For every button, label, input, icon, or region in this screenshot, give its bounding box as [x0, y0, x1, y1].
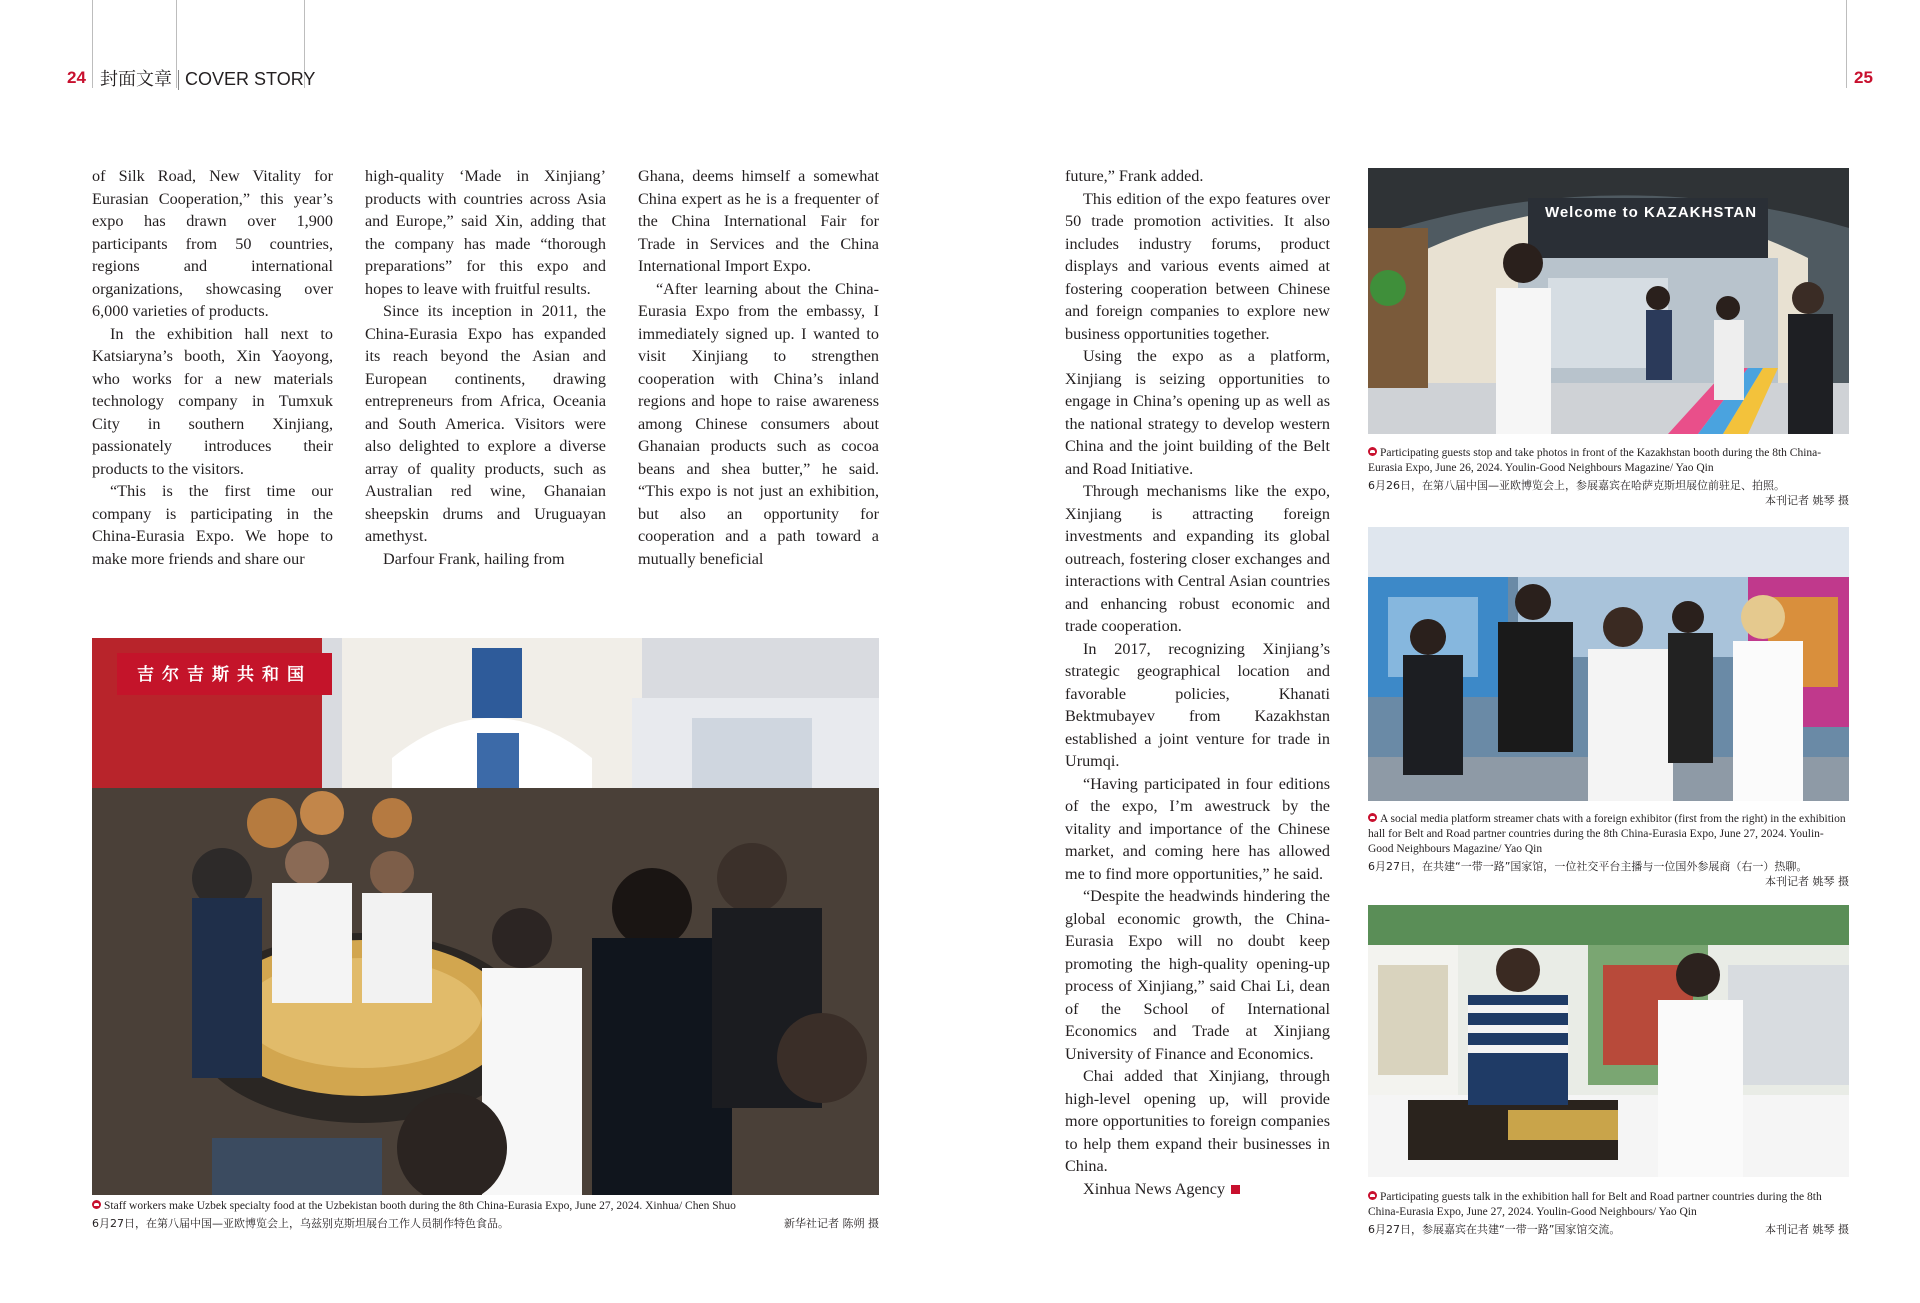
caption-cn: 6月27日，在第八届中国—亚欧博览会上，乌兹别克斯坦展台工作人员制作特色食品。 [92, 1217, 509, 1230]
paragraph: Since its inception in 2011, the China-Eurasia Expo has expanded its reach beyond the Asian and European continents, drawing entrepreneurs from Africa, Oceania and South America. Visitors were also delighted to explore a diverse array of quality products, such as Australian red wine, Ghanaian sheepskin drums and Uruguayan amethyst. [365, 302, 606, 545]
caption-en: Staff workers make Uzbek specialty food at the Uzbekistan booth during the 8th China-Eurasia Expo, June 27, 2024. Xinhua/ Chen Shuo [104, 1200, 736, 1212]
caption-guests-talk [1368, 1190, 1849, 1237]
paragraph: future,” Frank added. [1065, 167, 1204, 185]
article-signature: Xinhua News Agency [1083, 1179, 1226, 1198]
caption-uzbek-booth [92, 1199, 879, 1231]
paragraph: of Silk Road, New Vitality for Eurasian Cooperation,” this year’s expo has drawn over 1,900 participants from 50 countries, regions and international organizations, showcasing over 6,000 varieties of products. [92, 167, 333, 320]
header-rule-1 [92, 0, 93, 88]
sign-kyrgyz: 吉尔吉斯共和国 [137, 665, 312, 685]
paragraph: high-quality ‘Made in Xinjiang’ products with countries across Asia and Europe,” said Xin, adding that the company has made “thorough preparations” for this expo and hopes to leave with fruitful results. [365, 167, 606, 298]
photo-credit: 新华社记者 陈朔 摄 [784, 1217, 879, 1230]
caption-cn: 6月27日，参展嘉宾在共建“一带一路”国家馆交流。 [1368, 1223, 1621, 1236]
caption-en: Participating guests talk in the exhibition hall for Belt and Road partner countries during the 8th China-Eurasia Expo, June 27, 2024. Youlin-Good Neighbours/ Yao Qin [1368, 1191, 1822, 1218]
section-label [100, 68, 315, 90]
caption-en: A social media platform streamer chats with a foreign exhibitor (first from the right) in the exhibition hall for Belt and Road partner countries during the 8th China-Eurasia Expo, June 27, 2024. Youlin-Good Neighbours Magazine/ Yao Qin [1368, 813, 1846, 855]
caption-cn: 6月27日，在共建“一带一路”国家馆，一位社交平台主播与一位国外参展商（右一）热聊。 [1368, 860, 1808, 873]
signature-line [1065, 1178, 1330, 1201]
camera-icon [1368, 1191, 1377, 1200]
paragraph: Ghana, deems himself a somewhat China expert as he is a frequenter of the China International Fair for Trade in Services and the China International Import Expo. [638, 167, 879, 275]
sign-welcome-kazakhstan: Welcome to KAZAKHSTAN [1544, 204, 1758, 221]
paragraph: Using the expo as a platform, Xinjiang is seizing opportunities to engage in China’s opening up as well as the national strategy to develop western China and the joint building of the Belt and Road Initiative. [1065, 347, 1330, 478]
right-page-number: 25 [1854, 68, 1873, 87]
article-column-4 [1065, 165, 1330, 1200]
photo-credit: 本刊记者 姚琴 摄 [1765, 494, 1849, 507]
paragraph: “After learning about the China-Eurasia Expo from the embassy, I immediately signed up. I wanted to visit Xinjiang to strengthen cooperation with China’s inland regions and hope to raise awareness among Chinese consumers about Ghanaian products such as cocoa beans and shea butter,” he said. “This expo is not just an exhibition, but also an opportunity for cooperation and a path toward a mutually beneficial [638, 279, 879, 568]
article-column-2 [365, 165, 606, 570]
camera-icon [1368, 813, 1377, 822]
left-page-number: 24 [67, 68, 86, 87]
photo-guests-talk [1368, 905, 1849, 1177]
end-mark-icon [1231, 1185, 1240, 1194]
header-rule-right [1846, 0, 1847, 88]
paragraph: This edition of the expo features over 50 trade promotion activities. It also includes industry forums, product displays and various events aimed at fostering cooperation between Chinese and foreign companies to explore new business opportunities together. [1065, 189, 1330, 343]
photo-credit: 本刊记者 姚琴 摄 [1765, 875, 1849, 888]
photo-credit: 本刊记者 姚琴 摄 [1765, 1223, 1849, 1236]
camera-icon [1368, 447, 1377, 456]
paragraph: “This is the first time our company is participating in the China-Eurasia Expo. We hope to make more friends and share our [92, 482, 333, 568]
photo-streamer-chat [1368, 527, 1849, 801]
paragraph: Chai added that Xinjiang, through high-level opening up, will provide more opportunities to foreign companies to help them expand their businesses in China. [1065, 1067, 1330, 1175]
paragraph: In the exhibition hall next to Katsiaryna’s booth, Xin Yaoyong, who works for a new materials technology company in Tumxuk City in southern Xinjiang, passionately introduces their products to the visitors. [92, 324, 333, 478]
caption-kazakhstan-booth [1368, 446, 1849, 508]
paragraph: Darfour Frank, hailing from [383, 549, 565, 568]
photo-kazakhstan-booth [1368, 168, 1849, 434]
caption-cn: 6月26日，在第八届中国—亚欧博览会上，参展嘉宾在哈萨克斯坦展位前驻足、拍照。 [1368, 479, 1785, 492]
caption-streamer-chat [1368, 812, 1849, 889]
photo-uzbek-booth [92, 638, 879, 1195]
camera-icon [92, 1200, 101, 1209]
article-column-1 [92, 165, 333, 570]
paragraph: In 2017, recognizing Xinjiang’s strategic geographical location and favorable policies, Khanati Bektmubayev from Kazakhstan established a joint venture for trade in Urumqi. [1065, 639, 1330, 770]
section-label-cn: 封面文章 [100, 69, 172, 89]
article-column-3 [638, 165, 879, 570]
paragraph: “Despite the headwinds hindering the global economic growth, the China-Eurasia Expo will no doubt keep promoting the high-quality opening-up process of Xinjiang,” said Chai Li, dean of the School of International Economics and Trade at Xinjiang University of Finance and Economics. [1065, 887, 1330, 1063]
paragraph: “Having participated in four editions of the expo, I’m awestruck by the vitality and importance of the Chinese market, and coming here has allowed me to find more opportunities,” he said. [1065, 774, 1330, 883]
paragraph: Through mechanisms like the expo, Xinjiang is attracting foreign investments and expanding its global outreach, fostering closer exchanges and interactions with Central Asian countries and enhancing robust economic and trade cooperation. [1065, 482, 1330, 635]
caption-en: Participating guests stop and take photos in front of the Kazakhstan booth during the 8th China-Eurasia Expo, June 26, 2024. Youlin-Good Neighbours Magazine/ Yao Qin [1368, 447, 1822, 474]
section-label-en: COVER STORY [185, 69, 316, 89]
